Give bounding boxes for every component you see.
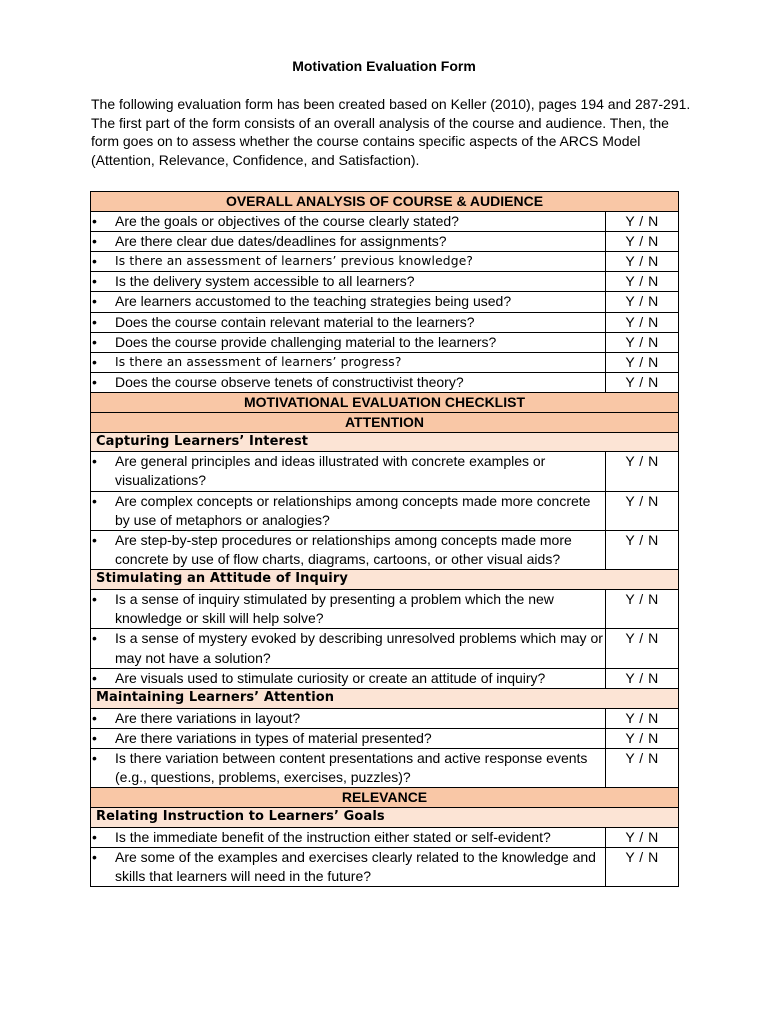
question-text: Is the delivery system accessible to all learners?: [115, 273, 415, 290]
question-row: [91, 252, 679, 272]
question-text: Are step-by-step procedures or relationships among concepts made more concrete by use of flow charts, diagrams, cartoons, or other visual aids?: [115, 532, 572, 568]
question-row: [91, 668, 679, 688]
yes-no-answer[interactable]: Y / N: [606, 211, 679, 231]
yes-no-answer[interactable]: Y / N: [606, 353, 679, 373]
question-text: Are there variations in types of material presented?: [115, 729, 432, 746]
yes-no-answer[interactable]: Y / N: [606, 272, 679, 292]
bullet-icon: •: [92, 333, 97, 350]
bullet-icon: •: [92, 253, 97, 269]
section-heading: ATTENTION: [91, 413, 679, 433]
question-row: [91, 491, 679, 530]
yes-no-answer[interactable]: Y / N: [606, 332, 679, 352]
section-heading: RELEVANCE: [91, 788, 679, 808]
subsection-header-maintaining: [91, 689, 679, 709]
question-row: [91, 211, 679, 231]
bullet-icon: •: [92, 313, 97, 330]
question-text: Does the course provide challenging material to the learners?: [115, 333, 497, 350]
question-text: Are the goals or objectives of the course clearly stated?: [115, 212, 459, 229]
yes-no-answer[interactable]: Y / N: [606, 728, 679, 748]
question-row: [91, 629, 679, 668]
question-text: Is a sense of mystery evoked by describing unresolved problems which may or may not have a solution?: [115, 630, 603, 666]
question-text: Are learners accustomed to the teaching strategies being used?: [115, 293, 512, 310]
bullet-icon: •: [92, 293, 97, 310]
section-header-checklist: [91, 393, 679, 413]
section-heading: OVERALL ANALYSIS OF COURSE & AUDIENCE: [91, 192, 679, 212]
yes-no-answer[interactable]: Y / N: [606, 827, 679, 847]
bullet-icon: •: [92, 212, 97, 229]
yes-no-answer[interactable]: Y / N: [606, 373, 679, 393]
subsection-header-goals: [91, 808, 679, 828]
question-text: Are some of the examples and exercises clearly related to the knowledge and skills that learners will need in the future?: [115, 848, 596, 885]
question-row: [91, 708, 679, 728]
section-header-relevance: [91, 788, 679, 808]
yes-no-answer[interactable]: Y / N: [606, 668, 679, 688]
question-text: Does the course contain relevant material to the learners?: [115, 313, 475, 330]
bullet-icon: •: [92, 669, 97, 686]
question-row: [91, 272, 679, 292]
subsection-heading: Capturing Learners’ Interest: [91, 432, 679, 452]
yes-no-answer[interactable]: Y / N: [606, 749, 679, 788]
form-title: Motivation Evaluation Form: [292, 58, 476, 74]
question-text: Are general principles and ideas illustrated with concrete examples or visualizations?: [115, 453, 546, 489]
question-row: [91, 353, 679, 373]
section-header-attention: [91, 413, 679, 433]
subsection-heading: Relating Instruction to Learners’ Goals: [91, 808, 679, 828]
yes-no-answer[interactable]: Y / N: [606, 491, 679, 530]
bullet-icon: •: [92, 354, 97, 371]
bullet-icon: •: [92, 848, 97, 865]
question-row: [91, 827, 679, 847]
section-header-overall: [91, 192, 679, 212]
subsection-heading: Maintaining Learners’ Attention: [91, 689, 679, 709]
subsection-header-capturing: [91, 432, 679, 452]
yes-no-answer[interactable]: Y / N: [606, 531, 679, 570]
question-row: [91, 332, 679, 352]
question-text: Are there clear due dates/deadlines for assignments?: [115, 232, 447, 249]
bullet-icon: •: [92, 492, 97, 509]
question-text: Are there variations in layout?: [115, 709, 301, 726]
question-text: Are visuals used to stimulate curiosity or create an attitude of inquiry?: [115, 669, 546, 686]
bullet-icon: •: [92, 750, 97, 767]
intro-paragraph: The following evaluation form has been created based on Keller (2010), pages 194 and 287-291. The first part of the form consists of an overall analysis of the course and audience. Then, the form goes on to assess whether the course contains specific aspects of the ARCS Model (Attention, Relevance, Confidence, and Satisfaction).: [91, 96, 691, 168]
question-text: Is a sense of inquiry stimulated by presenting a problem which the new knowledge or skill will help solve?: [115, 591, 554, 627]
question-row: [91, 728, 679, 748]
question-text: Is there an assessment of learners’ previous knowledge?: [115, 254, 474, 268]
question-text: Is there variation between content presentations and active response events (e.g., questions, problems, exercises, puzzles)?: [115, 750, 588, 786]
bullet-icon: •: [92, 630, 97, 647]
section-heading: MOTIVATIONAL EVALUATION CHECKLIST: [91, 393, 679, 413]
question-row: [91, 312, 679, 332]
bullet-icon: •: [92, 709, 97, 726]
bullet-icon: •: [92, 532, 97, 549]
yes-no-answer[interactable]: Y / N: [606, 292, 679, 312]
yes-no-answer[interactable]: Y / N: [606, 252, 679, 272]
bullet-icon: •: [92, 828, 97, 845]
subsection-heading: Stimulating an Attitude of Inquiry: [91, 570, 679, 590]
question-row: [91, 531, 679, 570]
subsection-header-inquiry: [91, 570, 679, 590]
yes-no-answer[interactable]: Y / N: [606, 312, 679, 332]
question-row: [91, 292, 679, 312]
question-row: [91, 749, 679, 788]
bullet-icon: •: [92, 232, 97, 249]
bullet-icon: •: [92, 453, 97, 470]
question-text: Does the course observe tenets of constructivist theory?: [115, 374, 464, 391]
question-text: Are complex concepts or relationships among concepts made more concrete by use of metaphors or analogies?: [115, 492, 591, 528]
yes-no-answer[interactable]: Y / N: [606, 847, 679, 886]
question-row: [91, 590, 679, 629]
bullet-icon: •: [92, 273, 97, 290]
question-row: [91, 231, 679, 251]
yes-no-answer[interactable]: Y / N: [606, 708, 679, 728]
question-row: [91, 373, 679, 393]
yes-no-answer[interactable]: Y / N: [606, 452, 679, 491]
yes-no-answer[interactable]: Y / N: [606, 629, 679, 668]
question-text: Is there an assessment of learners’ progress?: [115, 355, 402, 370]
yes-no-answer[interactable]: Y / N: [606, 590, 679, 629]
bullet-icon: •: [92, 591, 97, 608]
evaluation-table: [90, 191, 679, 887]
question-row: [91, 452, 679, 491]
bullet-icon: •: [92, 374, 97, 391]
question-text: Is the immediate benefit of the instruction either stated or self-evident?: [115, 828, 551, 845]
yes-no-answer[interactable]: Y / N: [606, 231, 679, 251]
bullet-icon: •: [92, 729, 97, 746]
question-row: [91, 847, 679, 886]
